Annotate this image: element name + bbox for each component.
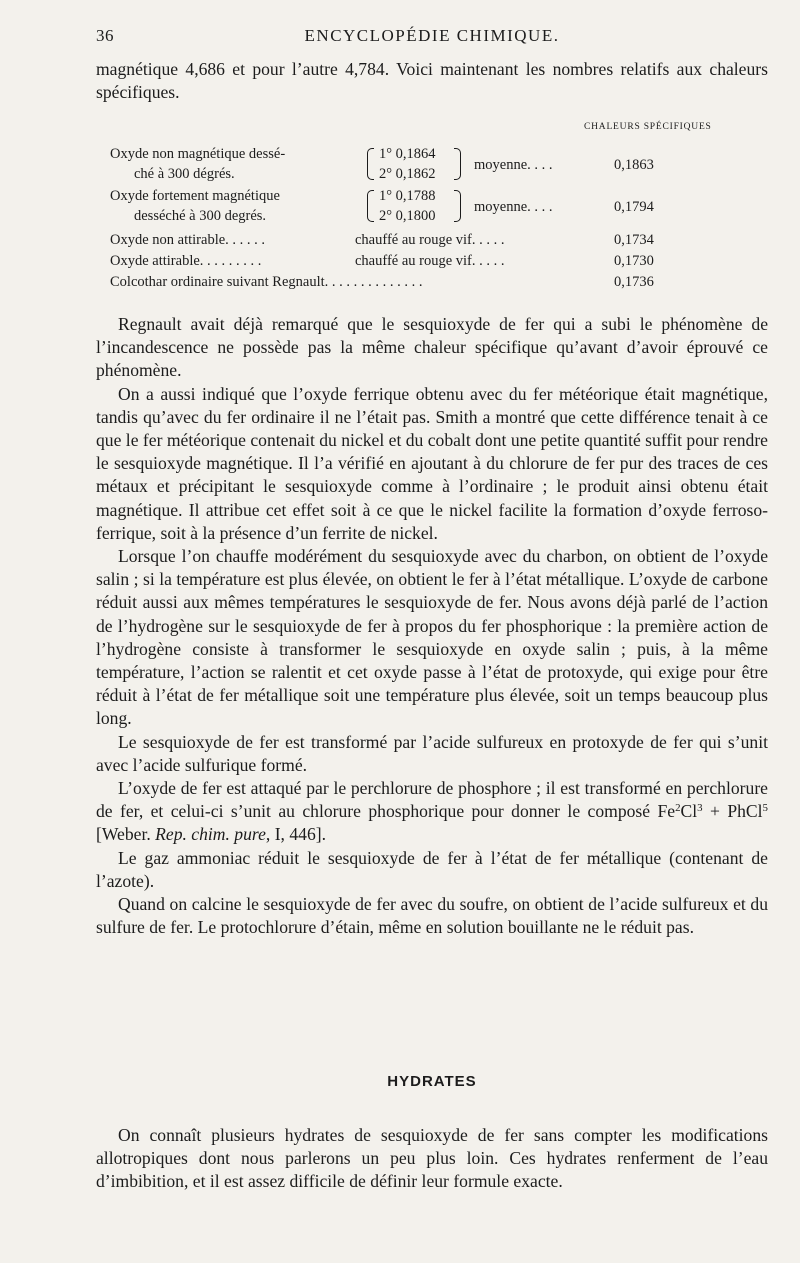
paragraph: On connaît plusieurs hydrates de sesquioxyde de fer sans compter les modifications allotropiques dont nous parlerons un peu plus loin. Ces hydrates renferment de l’eau d’imbibition, et il est assez difficile de définir leur formule exacte.: [96, 1125, 768, 1192]
row-value: 0,1736: [614, 274, 654, 290]
table-column-header: CHALEURS SPÉCIFIQUES: [584, 122, 712, 132]
paragraph: Lorsque l’on chauffe modérément du sesquioxyde avec du charbon, on obtient de l’oxyde salin ; si la température est plus élevée, on obtient le fer à l’état métallique. L’oxyde de carbone réduit aussi aux mêmes températures le sesquioxyde de fer. Nous avons déjà parlé de l’action de l’hydrogène sur le sesquioxyde de fer à propos du fer phosphorique : la première action de l’hydrogène consiste à transformer le sesquioxyde en oxyde salin ; puis, à la même température, l’action se ralentit et cet oxyde passe à l’état de protoxyde, qui exige pour être réduit à l’état de fer métallique soit une température plus élevée, soit un temps beaucoup plus long.: [96, 546, 768, 729]
formula-fe: Fe: [657, 801, 676, 822]
row-label: Oxyde fortement magnétique: [110, 188, 280, 204]
formula-phcl: PhCl: [727, 801, 763, 822]
table-row: [96, 146, 768, 173]
row-condition: chauffé au rouge vif. . . . .: [355, 232, 505, 248]
row-label: desséché à 300 degrés.: [134, 208, 267, 224]
table-row: [96, 188, 768, 215]
row-condition: chauffé au rouge vif. . . . .: [355, 253, 505, 269]
paragraph: Quand on calcine le sesquioxyde de fer avec du soufre, on obtient de l’acide sulfureux et du sulfure de fer. Le protochlorure d’étain, même en solution bouillante ne le réduit pas.: [96, 894, 768, 938]
formula-cl: Cl: [680, 801, 698, 822]
table-row: [96, 232, 768, 250]
running-header: [96, 26, 768, 50]
mean-value: 0,1794: [614, 199, 654, 215]
paragraph: Le sesquioxyde de fer est transformé par l’acide sulfureux en protoxyde de fer qui s’unit avec l’acide sulfurique formé.: [96, 731, 768, 775]
row-value: 0,1730: [614, 253, 654, 269]
intro-paragraph: [96, 58, 768, 104]
row-value: 0,1734: [614, 232, 654, 248]
running-title: ENCYCLOPÉDIE CHIMIQUE.: [304, 26, 560, 45]
intro-text: magnétique 4,686 et pour l’autre 4,784. Voici maintenant les nombres relatifs aux chaleurs spécifiques.: [96, 59, 768, 103]
paragraph: [96, 777, 768, 847]
row-value: 2° 0,1862: [379, 166, 436, 182]
row-label: Colcothar ordinaire suivant Regnault. . . . . . . . . . . . . .: [110, 274, 423, 290]
reference-close: , I, 446].: [265, 824, 327, 845]
plus-sign: +: [702, 801, 728, 822]
row-value: 2° 0,1800: [379, 208, 436, 224]
page-number: 36: [96, 26, 114, 45]
row-value: 1° 0,1788: [379, 188, 436, 204]
closing-paragraph: [96, 1124, 768, 1194]
paragraph: Le gaz ammoniac réduit le sesquioxyde de fer à l’état de fer métallique (contenant de l’azote).: [96, 847, 768, 891]
specific-heat-table: [96, 104, 768, 299]
table-row: [96, 166, 768, 184]
paragraph: Regnault avait déjà remarqué que le sesquioxyde de fer qui a subi le phénomène de l’incandescence ne possède pas la même chaleur spécifique qu’avant d’avoir éprouvé ce phénomène.: [96, 314, 768, 381]
text-run: L’oxyde de fer est attaqué par le perchlorure de phosphore ; il est transformé en perchlorure de fer, et celui-ci s’unit au chlorure phosphorique pour donner le composé: [96, 778, 768, 822]
row-value: 1° 0,1864: [379, 146, 436, 162]
formula-sup: 5: [762, 802, 768, 815]
row-label: ché à 300 dégrés.: [134, 166, 235, 182]
table-row: [96, 208, 768, 226]
main-text: [96, 313, 768, 939]
reference-open: [Weber.: [96, 824, 156, 845]
row-label: Oxyde attirable. . . . . . . . .: [110, 253, 262, 269]
formula-sup: 2: [675, 802, 681, 815]
row-label: Oxyde non attirable. . . . . .: [110, 232, 266, 248]
formula-sup: 3: [697, 802, 703, 815]
table-row: [96, 274, 768, 292]
mean-value: 0,1863: [614, 157, 654, 173]
row-label: Oxyde non magnétique dessé-: [110, 146, 286, 162]
reference-journal: Rep. chim. pure: [155, 824, 266, 845]
paragraph: On a aussi indiqué que l’oxyde ferrique obtenu avec du fer météorique était magnétique, tandis qu’avec du fer ordinaire il ne l’était pas. Smith a montré que cette différence tenait à ce que le fer météorique contenait du nickel et du cobalt dont une petite quantité suffit pour rendre le sesquioxyde magnétique. Il l’a vérifié en ajoutant à du chlorure de fer pur des traces de ces métaux et précipitant le sesquioxyde comme à l’ordinaire ; le produit ainsi obtenu était magnétique. Il attribue cet effet soit à ce que le nickel facilite la formation d’oxyde ferroso-ferrique, soit à la présence d’un ferrite de nickel.: [96, 383, 768, 543]
mean-label: moyenne. . . .: [474, 199, 553, 215]
table-row: [96, 253, 768, 271]
section-heading: HYDRATES: [387, 1073, 477, 1090]
mean-label: moyenne. . . .: [474, 157, 553, 173]
